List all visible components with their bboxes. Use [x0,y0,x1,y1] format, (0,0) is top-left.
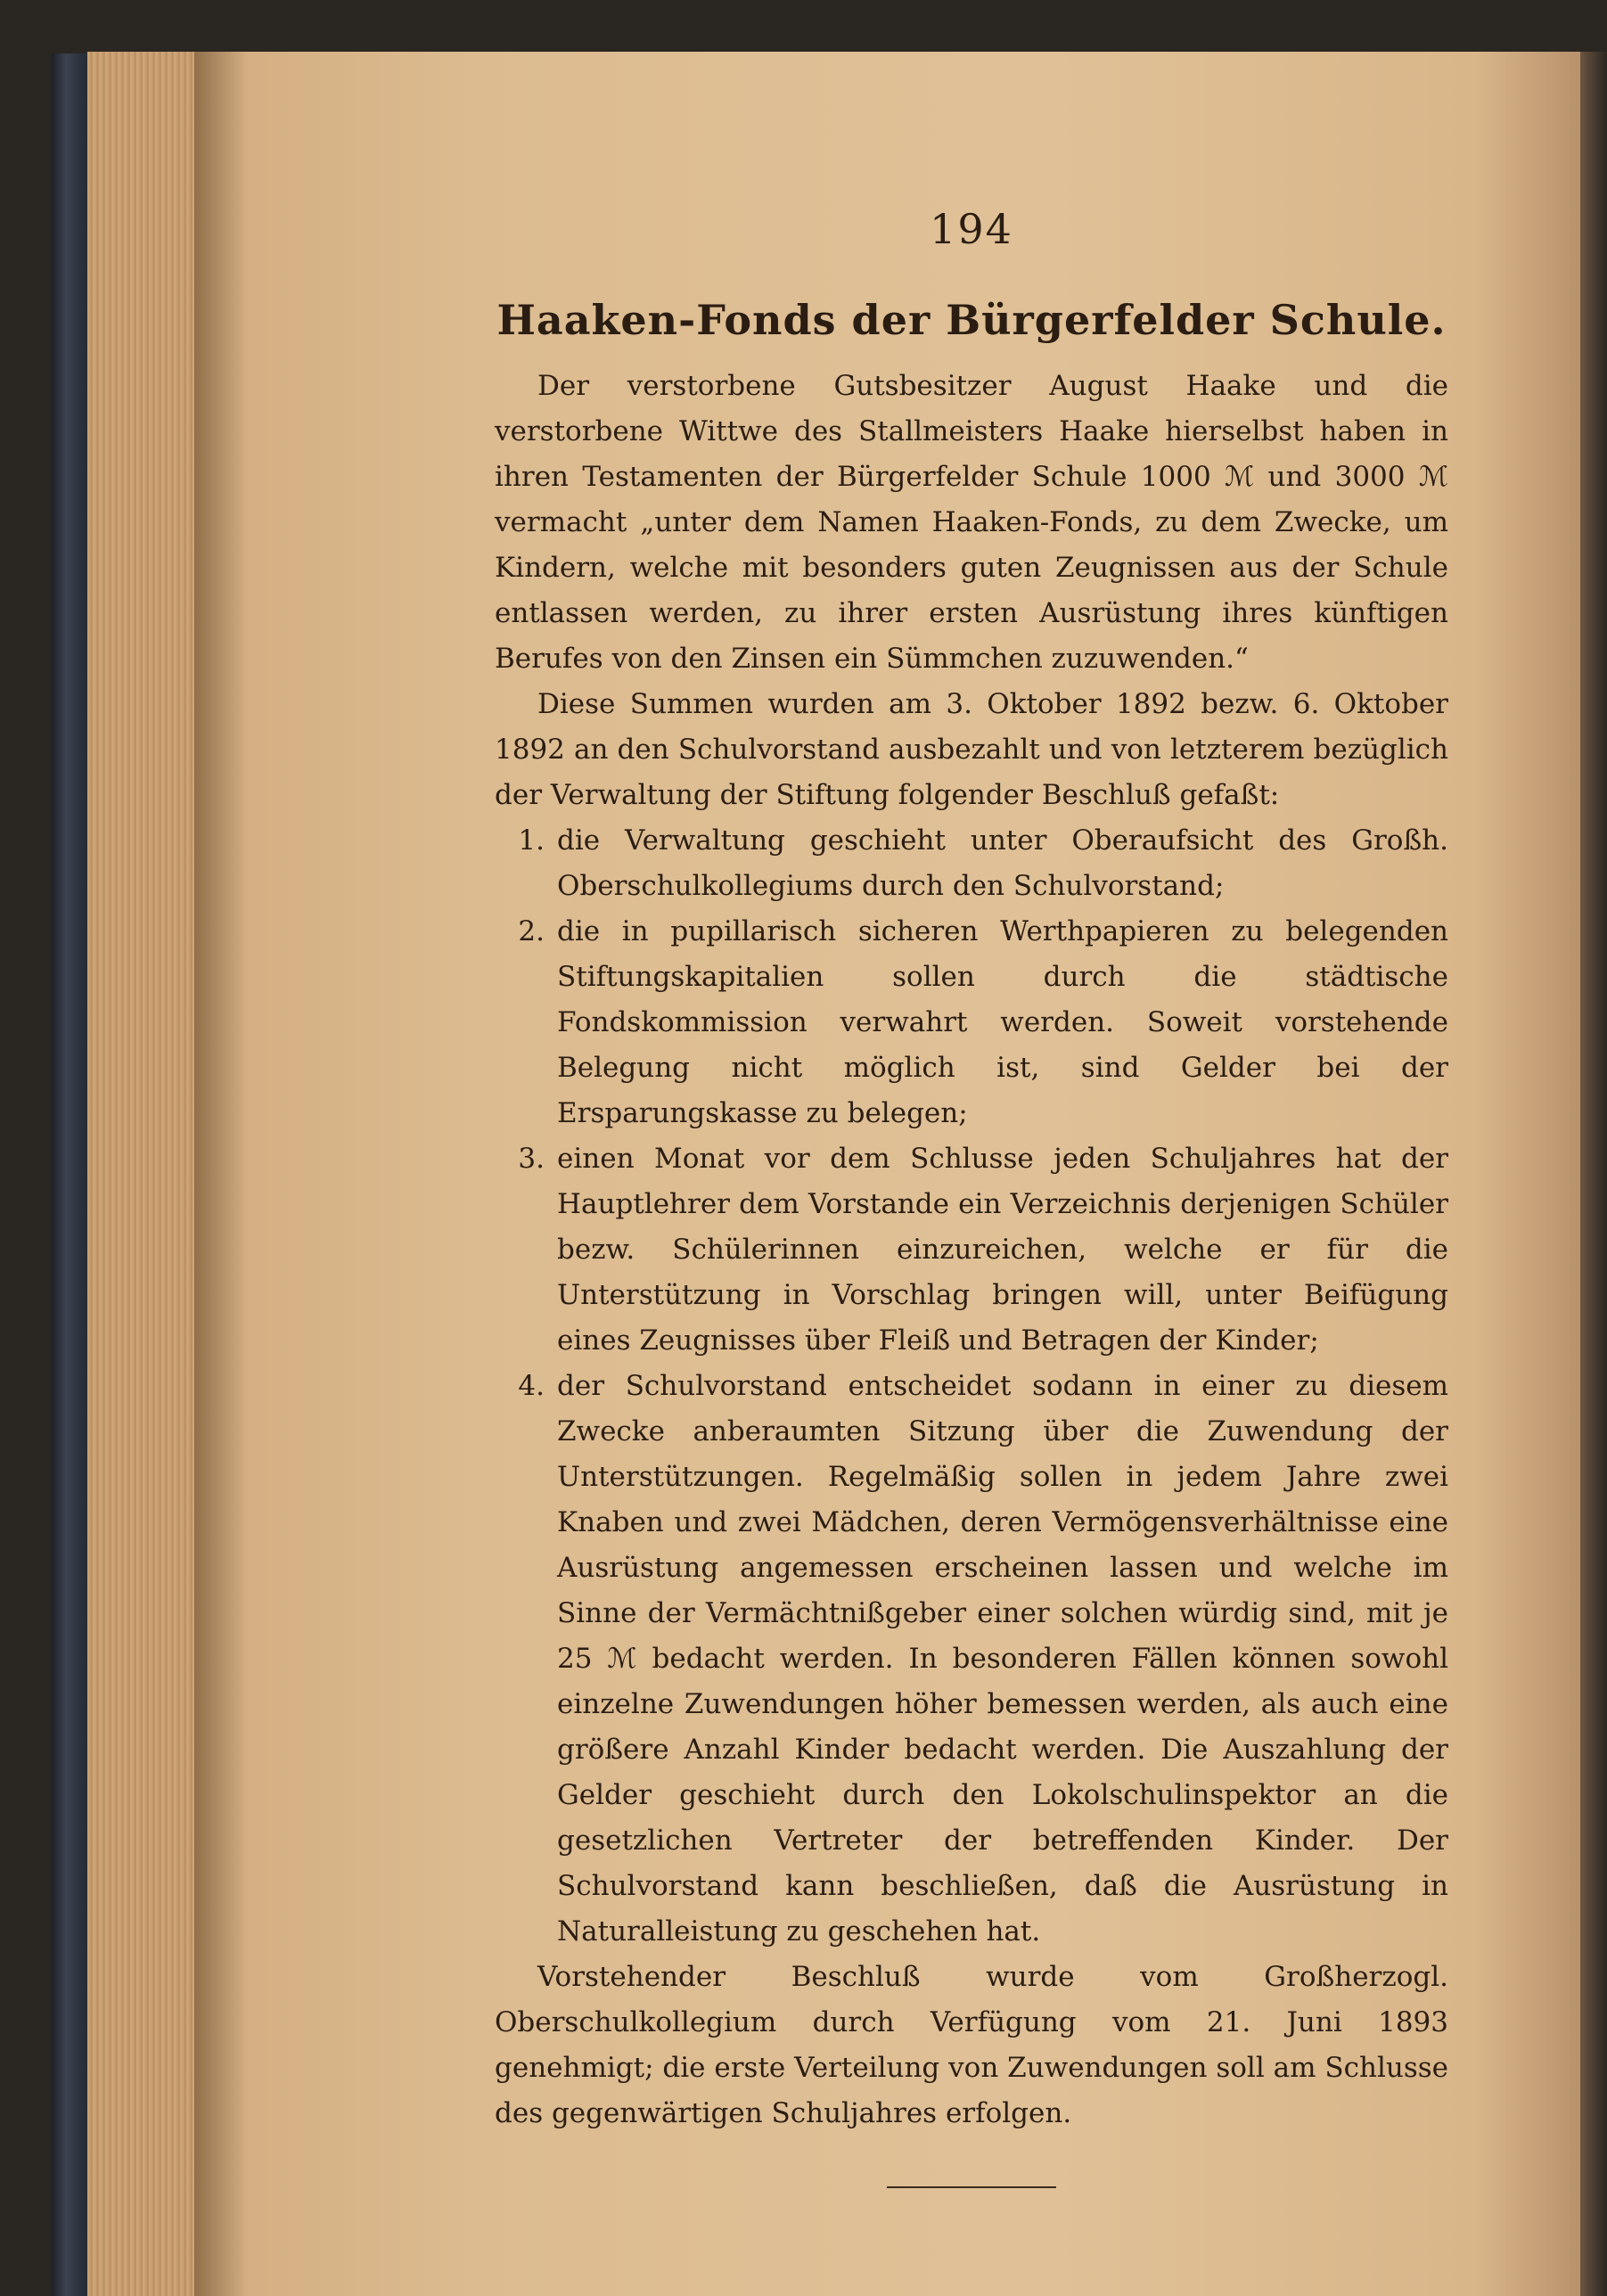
list-number: 1. [518,824,545,857]
paragraph-2: Diese Summen wurden am 3. Oktober 1892 bezw. 6. Oktober 1892 an den Schulvorstand ausbezahlt und von letzterem bezüglich der Verwaltung der Stiftung folgender Beschluß gefaßt: [495,688,1448,811]
list-text: die in pupillarisch sicheren Werthpapieren zu belegenden Stiftungskapitalien sollen durch die städtische Fondskommission verwahrt werden. Soweit vorstehende Belegung nicht möglich ist, sind Gelder bei der Ersparungskasse zu belegen; [557,915,1448,1129]
resolution-list [495,818,1448,1955]
list-number: 2. [518,915,545,947]
list-number: 3. [518,1143,545,1175]
page-number: 194 [930,205,1013,253]
list-item [495,909,1448,1136]
paragraph-1: Der verstorbene Gutsbesitzer August Haake und die verstorbene Wittwe des Stallmeisters Haake hierselbst haben in ihren Testamenten der Bürgerfelder Schule 1000 ℳ und 3000 ℳ vermacht „unter dem Namen Haaken-Fonds, zu dem Zwecke, um Kindern, welche mit besonders guten Zeugnissen aus der Schule entlassen werden, zu ihrer ersten Ausrüstung ihres künftigen Berufes von den Zinsen ein Sümmchen zuzuwenden.“ [495,370,1448,675]
page-stack-edges [87,52,194,2296]
list-item [495,1364,1448,1955]
page-content [495,205,1448,2188]
closing-paragraph: Vorstehender Beschluß wurde vom Großherzogl. Oberschulkollegium durch Verfügung vom 21. Juni 1893 genehmigt; die erste Verteilung von Zuwendungen soll am Schlusse des gegenwärtigen Schuljahres erfolgen. [495,1961,1448,2129]
list-number: 4. [518,1370,545,1402]
list-item [495,818,1448,909]
end-rule [887,2186,1056,2188]
list-text: die Verwaltung geschieht unter Oberaufsicht des Großh. Oberschulkollegiums durch den Schulvorstand; [557,824,1448,902]
list-text: der Schulvorstand entscheidet sodann in einer zu diesem Zwecke anberaumten Sitzung über die Zuwendung der Unterstützungen. Regelmäßig sollen in jedem Jahre zwei Knaben und zwei Mädchen, deren Vermögensverhältnisse eine Ausrüstung angemessen erscheinen lassen und welche im Sinne der Vermächtnißgeber einer solchen würdig sind, mit je 25 ℳ bedacht werden. In besonderen Fällen können sowohl einzelne Zuwendungen höher bemessen werden, als auch eine größere Anzahl Kinder bedacht werden. Die Auszahlung der Gelder geschieht durch den Lokolschulinspektor an die gesetzlichen Vertreter der betreffenden Kinder. Der Schulvorstand kann beschließen, daß die Ausrüstung in Naturalleistung zu geschehen hat. [557,1370,1448,1948]
section-title: Haaken-Fonds der Bürgerfelder Schule. [496,296,1447,344]
book-cover-edge [52,53,87,2296]
list-item [495,1136,1448,1364]
page-right-edge [1580,52,1607,2296]
list-text: einen Monat vor dem Schlusse jeden Schuljahres hat der Hauptlehrer dem Vorstande ein Verzeichnis derjenigen Schüler bezw. Schülerinnen einzureichen, welche er für die Unterstützung in Vorschlag bringen will, unter Beifügung eines Zeugnisses über Fleiß und Betragen der Kinder; [557,1143,1448,1357]
gutter-shadow [194,52,248,2296]
